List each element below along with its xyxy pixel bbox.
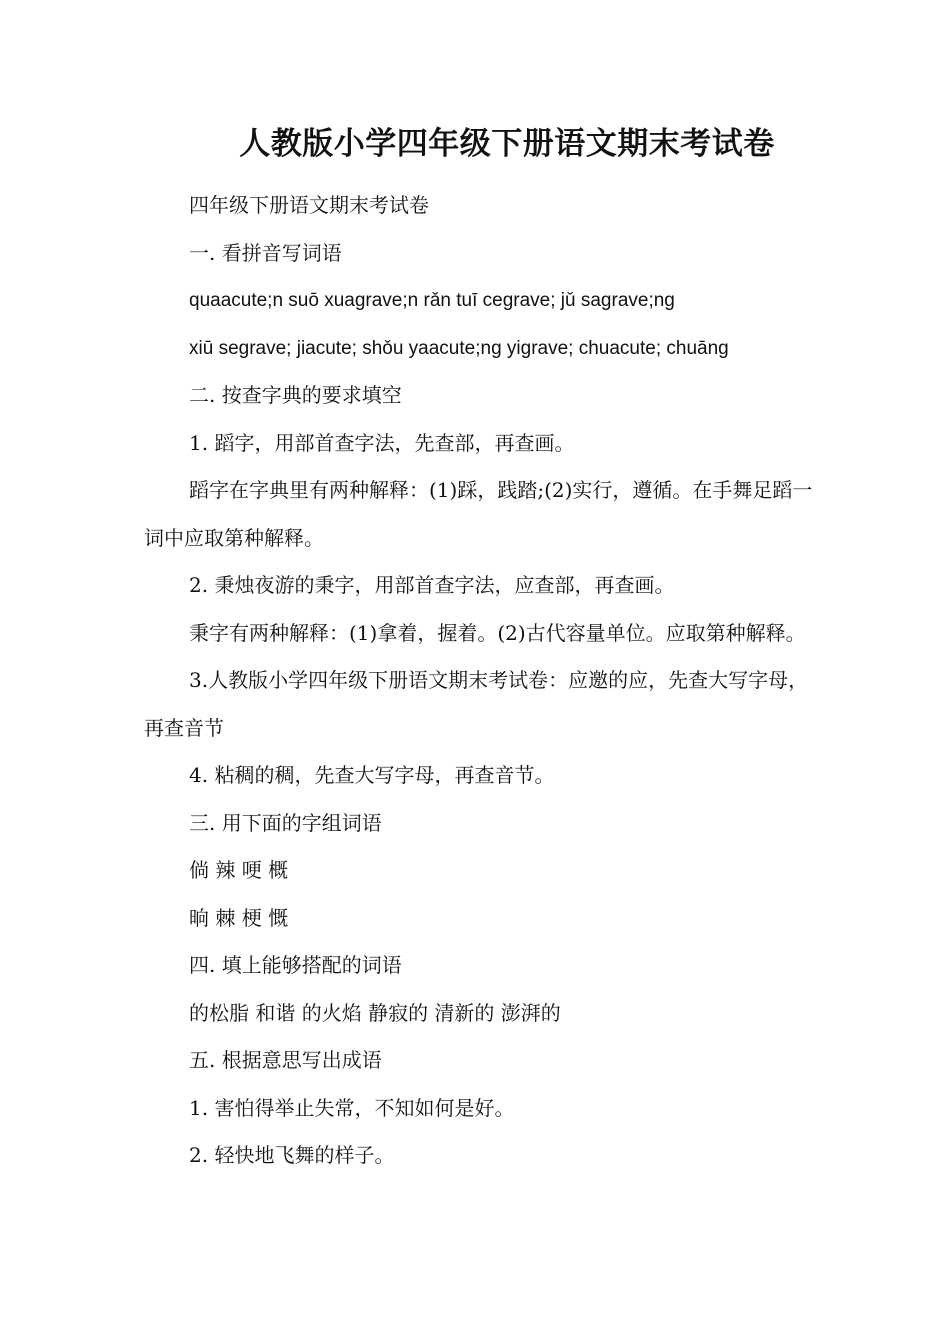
section-heading-1: 一. 看拼音写词语 (189, 240, 342, 265)
section-heading-2: 二. 按查字典的要求填空 (189, 383, 402, 407)
pinyin-line-2: xiū segrave; jiacute; shǒu yaacute;ng yigrave; chuacute; chuāng (189, 337, 729, 359)
pinyin-line-1: quaacute;n suō xuagrave;n rǎn tuī cegrave; jǔ sagrave;ng (189, 290, 675, 311)
question-2-3: 3.人教版小学四年级下册语文期末考试卷：应邀的应，先查大写字母，再查音节 (144, 668, 809, 740)
question-2-1-detail: 蹈字在字典里有两种解释：(1)踩，践踏;(2)实行，遵循。在手舞足蹈一词中应取第种解释。 (144, 478, 813, 550)
question-2-1: 1. 蹈字，用部首查字法，先查部，再查画。 (189, 430, 575, 455)
section-heading-5: 五. 根据意思写出成语 (189, 1048, 382, 1072)
subtitle-paragraph: 四年级下册语文期末考试卷 (189, 193, 429, 217)
character-row-2: 晌 棘 梗 慨 (189, 905, 289, 930)
question-5-2: 2. 轻快地飞舞的样子。 (189, 1143, 395, 1167)
question-2-2-detail: 秉字有两种解释：(1)拿着，握着。(2)古代容量单位。应取第种解释。 (189, 620, 806, 645)
document-body (144, 182, 820, 1180)
word-match-line: 的松脂 和谐 的火焰 静寂的 清新的 澎湃的 (189, 1000, 561, 1025)
question-2-4: 4. 粘稠的稠，先查大写字母，再查音节。 (189, 763, 555, 787)
document-title: 人教版小学四年级下册语文期末考试卷 (239, 126, 775, 162)
section-heading-3: 三. 用下面的字组词语 (189, 810, 382, 835)
section-heading-4: 四. 填上能够搭配的词语 (189, 953, 402, 977)
question-5-1: 1. 害怕得举止失常，不知如何是好。 (189, 1095, 515, 1120)
character-row-1: 倘 辣 哽 概 (189, 858, 289, 882)
question-2-2: 2. 秉烛夜游的秉字，用部首查字法，应查部，再查画。 (189, 573, 675, 597)
